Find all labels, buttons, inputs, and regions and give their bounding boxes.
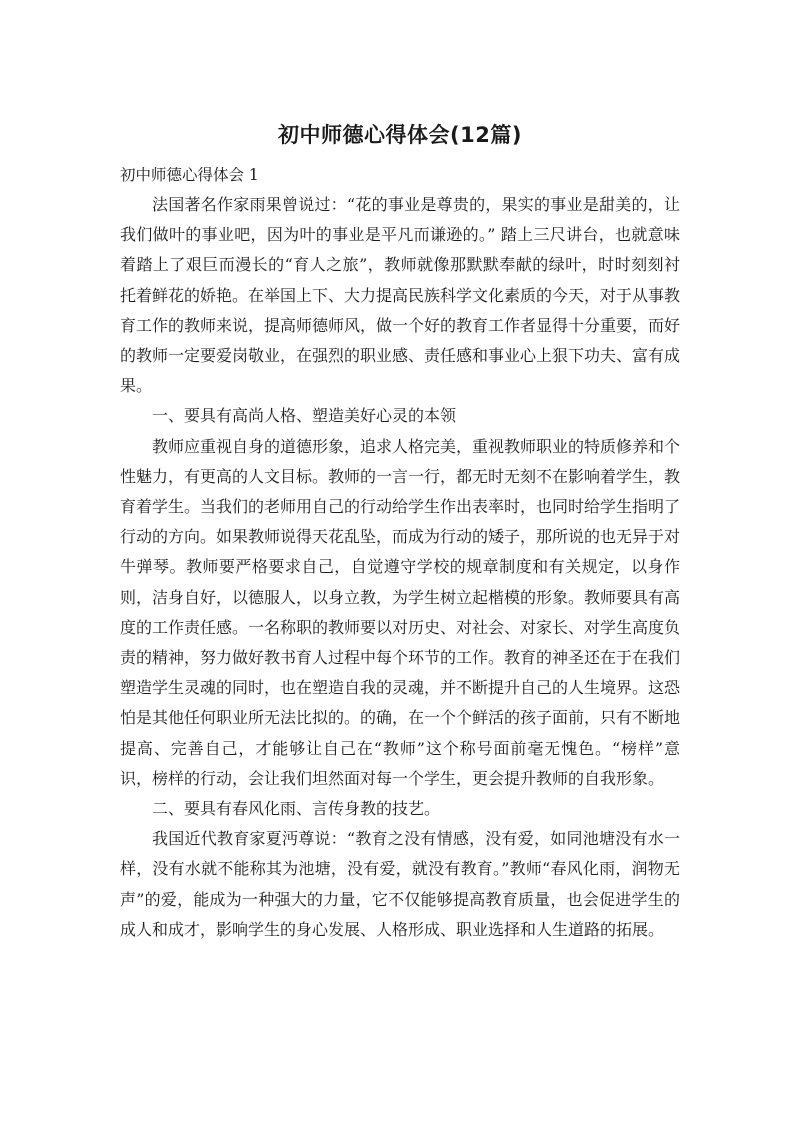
- document-title: 初中师德心得体会(12篇): [278, 123, 522, 147]
- document-page: [120, 118, 680, 945]
- section-heading-2: 二、要具有春风化雨、言传身教的技艺。: [152, 799, 441, 819]
- section-heading-1: 一、要具有高尚人格、塑造美好心灵的本领: [152, 406, 457, 426]
- article-subtitle: 初中师德心得体会 1: [120, 166, 259, 184]
- paragraph-3: 我国近代教育家夏沔尊说：“教育之没有情感，没有爱，如同池塘没有水一样，没有水就不能称其为池塘，没有爱，就没有教育。”教师“春风化雨，润物无声”的爱，能成为一种强大的力量，它不仅能够提高教育质量，也会促进学生的成人和成才，影响学生的身心发展、人格形成、职业选择和人生道路的拓展。: [120, 829, 680, 939]
- paragraph-2: 教师应重视自身的道德形象，追求人格完美，重视教师职业的特质修养和个性魅力，有更高的人文目标。教师的一言一行，都无时无刻不在影响着学生，教育着学生。当我们的老师用自己的行动给学生作出表率时，也同时给学生指明了行动的方向。如果教师说得天花乱坠，而成为行动的矮子，那所说的也无异于对牛弹琴。教师要严格要求自己，自觉遵守学校的规章制度和有关规定，以身作则，洁身自好，以德服人，以身立教，为学生树立起楷模的形象。教师要具有高度的工作责任感。一名称职的教师要以对历史、对社会、对家长、对学生高度负责的精神，努力做好教书育人过程中每个环节的工作。教育的神圣还在于在我们塑造学生灵魂的同时，也在塑造自我的灵魂，并不断提升自己的人生境界。这恐怕是其他任何职业所无法比拟的。的确，在一个个鲜活的孩子面前，只有不断地提高、完善自己，才能够让自己在“教师”这个称号面前毫无愧色。“榜样”意识，榜样的行动，会让我们坦然面对每一个学生，更会提升教师的自我形象。: [120, 436, 681, 788]
- paragraph-1: 法国著名作家雨果曾说过：“花的事业是尊贵的，果实的事业是甜美的，让我们做叶的事业吧，因为叶的事业是平凡而谦逊的。” 踏上三尺讲台，也就意味着踏上了艰巨而漫长的“育人之旅”，教师就像那默默奉献的绿叶，时时刻刻衬托着鲜花的娇艳。在举国上下、大力提高民族科学文化素质的今天，对于从事教育工作的教师来说，提高师德师风，做一个好的教育工作者显得十分重要，而好的教师一定要爱岗敬业，在强烈的职业感、责任感和事业心上狠下功夫、富有成果。: [120, 195, 681, 396]
